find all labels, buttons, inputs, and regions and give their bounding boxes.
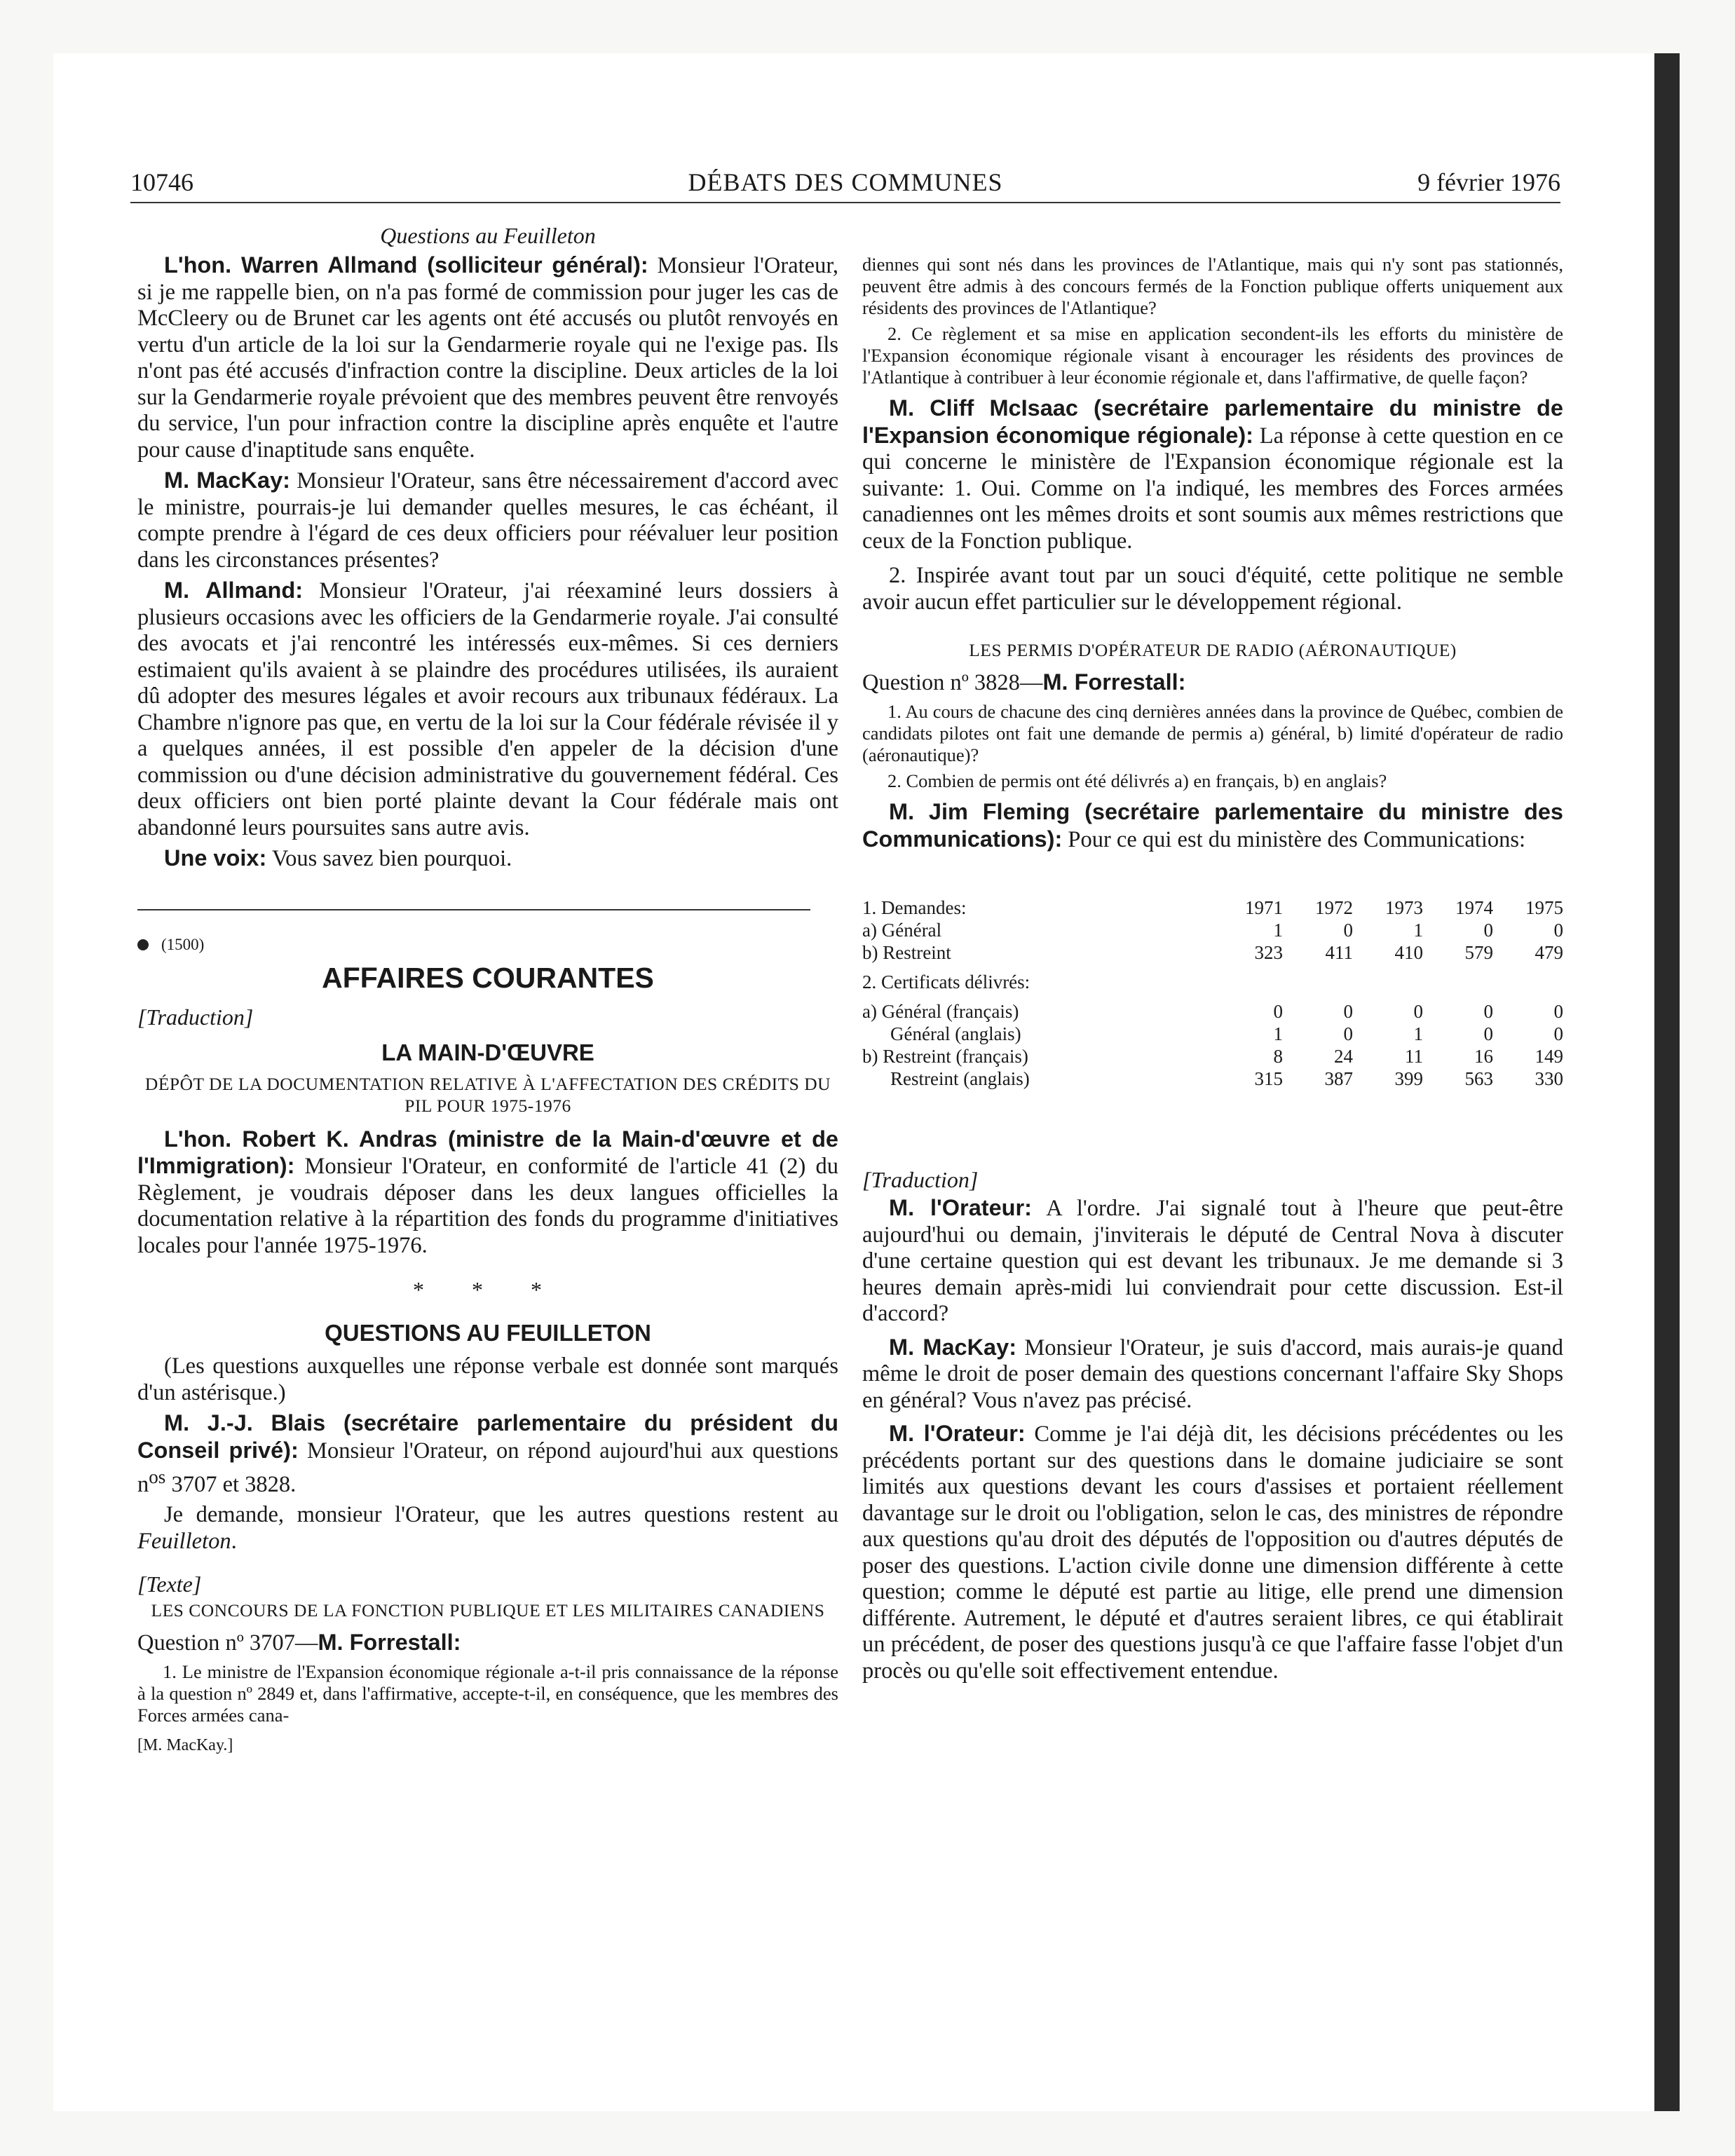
question-text-continued [862,254,1563,388]
table-year-header: 1975 [1525,897,1563,918]
table-row [862,1045,1563,1067]
table-cell: 16 [1474,1046,1493,1067]
paragraph [137,252,838,463]
speech: La réponse à cette question en ce qui concerne le ministère de l'Expansion économique régionale est la suivante: 1. Oui. Comme on l'a indiqué, les membres des Forces armées canadiennes ont les mêmes droits et sont soumis aux mêmes restrictions que ceux de la Fonction publique. [862,423,1563,554]
speech: Pour ce qui est du ministère des Communications: [1062,826,1526,852]
table-cell: 387 [1324,1068,1353,1089]
right-body-bottom [862,1195,1563,1684]
table-cell: 330 [1535,1068,1563,1089]
table-cell: 323 [1254,942,1283,963]
subsubsection-title: DÉPÔT DE LA DOCUMENTATION RELATIVE À L'AFFECTATION DES CRÉDITS DU PIL POUR 1975-1976 [144,1073,831,1116]
table-cell [1493,964,1563,993]
table-cell: 411 [1325,942,1353,963]
speaker: M. l'Orateur: [889,1421,1026,1446]
speaker: Une voix: [164,845,267,871]
paragraph: 1. Le ministre de l'Expansion économique régionale a-t-il pris connaissance de la réponse à la question nº 2849 et, dans l'affirmative, accepte-t-il, en conséquence, que les membres des Forces armées cana- [137,1661,838,1726]
table-cell [1213,964,1283,993]
table-cell: 1 [1273,1023,1283,1044]
speech: A l'ordre. J'ai signalé tout à l'heure que peut-être aujourd'hui ou demain, j'inviterais le député de Central Nova à discuter d'une certaine question qui est devant les tribunaux. Je me demande si 3 heures demain après-midi lui conviendrait pour cette discussion. Est-il d'accord? [862,1196,1563,1326]
speech: Je demande, monsieur l'Orateur, que les autres questions restent au [164,1502,838,1528]
question-number: Question nº 3707— [137,1630,318,1656]
speech: Monsieur l'Orateur, on répond aujourd'hui aux questions n [137,1438,838,1497]
table-cell: 11 [1405,1046,1423,1067]
table-row [862,993,1563,1023]
speaker: L'hon. Warren Allmand (solliciteur général): [164,252,648,278]
table-cell: 0 [1483,920,1493,941]
table-row-label: b) Restreint [862,942,951,963]
table-cell: 0 [1413,1001,1423,1022]
speaker: M. MacKay: [889,1334,1017,1360]
paragraph: 2. Ce règlement et sa mise en application secondent-ils les efforts du ministère de l'Expansion économique régionale visant à encourager les résidents des provinces de l'Atlantique à contribuer à leur économie régionale et, dans l'affirmative, de quelle façon? [862,323,1563,388]
table-cell: 0 [1343,1001,1353,1022]
texte-tag: [Texte] [137,1571,202,1597]
table-cell: 1 [1413,1023,1423,1044]
table-cell: 0 [1553,1023,1563,1044]
table-row [862,941,1563,964]
table-row-label: Général (anglais) [890,1023,1021,1044]
subsection-title: LA MAIN-D'ŒUVRE [381,1039,594,1065]
table-cell: 1 [1413,920,1423,941]
speaker: M. J.-J. Blais (secrétaire parlementaire du président du Conseil privé): [137,1410,838,1463]
table-row-label: a) Général [862,920,942,941]
speech: . [231,1528,237,1554]
paragraph: 2. Inspirée avant tout par un souci d'équité, cette politique ne semble avoir aucun effet particulier sur le développement régional. [862,563,1563,615]
section-title-questions: QUESTIONS AU FEUILLETON [325,1320,651,1346]
question-title: LES PERMIS D'OPÉRATEUR DE RADIO (AÉRONAUTIQUE) [969,640,1457,660]
table-year-header: 1971 [1245,897,1283,918]
speaker: M. MacKay: [164,468,290,493]
table-row-label: a) Général (français) [862,1001,1019,1022]
table-row-label: b) Restreint (français) [862,1046,1028,1067]
table-cell: 563 [1464,1068,1493,1089]
left-body-andras [137,1126,838,1260]
table-year-header: 1974 [1455,897,1493,918]
answer-fleming [862,799,1563,853]
questioner: M. Forrestall: [1042,669,1186,695]
traduction-tag: [Traduction] [137,1004,254,1030]
table-year-header: 1973 [1385,897,1423,918]
table-row [862,919,1563,941]
statistics-table-body [862,896,1563,1090]
attribution: [M. MacKay.] [137,1736,233,1755]
paragraph [137,468,838,573]
table-cell: 8 [1273,1046,1283,1067]
table-cell [1353,964,1423,993]
table-cell: 579 [1464,942,1493,963]
superscript: os [149,1466,166,1487]
paragraph [862,1195,1563,1328]
statistics-table [862,896,1563,1090]
answer-mcisaac [862,395,1563,615]
table-cell: 0 [1273,1001,1283,1022]
speaker: L'hon. Robert K. Andras (ministre de la Main-d'œuvre et de l'Immigration): [137,1126,838,1178]
speech: Vous savez bien pourquoi. [266,846,512,871]
speaker: M. l'Orateur: [889,1195,1032,1220]
page-header [130,167,1560,203]
question-heading [137,1628,838,1657]
paragraph [862,1421,1563,1684]
publication-title: DÉBATS DES COMMUNES [688,168,1003,196]
time-marker-label: (1500) [161,935,205,953]
table-row [862,1067,1563,1090]
paragraph [862,395,1563,554]
left-column [137,221,838,1756]
speech: Monsieur l'Orateur, je suis d'accord, mais aurais-je quand même le droit de poser demain des questions concernant l'affaire Sky Shops en général? Vous n'avez pas précisé. [862,1335,1563,1413]
table-cell: 315 [1254,1068,1283,1089]
table-cell: 24 [1334,1046,1353,1067]
speaker: M. Cliff McIsaac (secrétaire parlementaire du ministre de l'Expansion économique régionale): [862,395,1563,448]
question-text [862,701,1563,792]
speech: Monsieur l'Orateur, sans être nécessairement d'accord avec le ministre, pourrais-je lui demander quelles mesures, le cas échéant, il compte prendre à l'égard de ces deux officiers pour réévaluer leur position dans les circonstances présentes? [137,468,838,573]
running-caption: Questions au Feuilleton [380,223,596,248]
italic-word: Feuilleton [137,1528,231,1554]
table-cell: 1 [1273,920,1283,941]
left-body-questions [137,1353,838,1555]
table-row [862,896,1563,919]
time-marker [137,934,838,955]
traduction-tag: [Traduction] [862,1167,979,1192]
paragraph [137,578,838,841]
page-number: 10746 [130,168,193,196]
speech: Monsieur l'Orateur, j'ai réexaminé leurs dossiers à plusieurs occasions avec les officiers de la Gendarmerie royale. J'ai consulté des avocats et j'ai rencontré les intéressés eux-mêmes. Si ces derniers estimaient qu'ils avaient à se plaindre des procédures utilisées, ils auraient dû adopter des mesures légales et avoir recours aux tribunaux fédéraux. La Chambre n'ignore pas que, en vertu de la loi sur la Cour fédérale révisée il y a quelques années, il est possible d'en appeler de la décision d'une commission ou d'une décision administrative du gouvernement fédéral. Ces deux officiers ont bien porté plainte devant la Cour fédérale mais ont abandonné leurs poursuites sans autre avis. [137,578,838,840]
paragraph [137,1126,838,1260]
paragraph: 2. Combien de permis ont été délivrés a) en français, b) en anglais? [887,770,1387,791]
table-row [862,1023,1563,1045]
table-row-label: 1. Demandes: [862,897,967,918]
table-row [862,964,1563,993]
table-year-header: 1972 [1315,897,1353,918]
question-title: LES CONCOURS DE LA FONCTION PUBLIQUE ET LES MILITAIRES CANADIENS [151,1600,825,1621]
speech: 3707 et 3828. [165,1471,297,1497]
speech: Monsieur l'Orateur, en conformité de l'article 41 (2) du Règlement, je voudrais déposer dans les deux langues officielles la documentation relative à la répartition des fonds du programme d'initiatives locales pour l'année 1975-1976. [137,1154,838,1258]
speaker: M. Jim Fleming (secrétaire parlementaire du ministre des Communications): [862,799,1563,852]
table-cell: 399 [1394,1068,1423,1089]
paragraph: diennes qui sont nés dans les provinces de l'Atlantique, mais qui n'y sont pas stationnés, peuvent être admis à des concours fermés de la Fonction publique offerts uniquement aux résidents des provinces de l'Atlantique? [862,254,1563,318]
speech: Monsieur l'Orateur, si je me rappelle bien, on n'a pas formé de commission pour juger les cas de McCleery ou de Brunet car les agents ont été accusés ou plutôt renvoyés en vertu d'un article de la loi sur la Gendarmerie royale qui ne l'exige pas. Ils n'ont pas été accusés d'infraction contre la discipline. Deux articles de la loi sur la Gendarmerie royale prévoient que des membres peuvent être renvoyés du service, l'un pour infraction contre la discipline après enquête et l'autre pour cause d'inaptitude sans enquête. [137,253,838,463]
right-column [862,254,1563,1688]
table-row-label: Restreint (anglais) [890,1068,1030,1089]
paragraph: (Les questions auxquelles une réponse verbale est donnée sont marqués d'un astérisque.) [137,1353,838,1405]
question-text [137,1661,838,1726]
paragraph [862,799,1563,853]
table-cell: 0 [1553,1001,1563,1022]
table-cell [1283,964,1353,993]
scan-edge-shadow [1654,53,1680,2111]
table-cell: 0 [1343,1023,1353,1044]
section-divider [137,909,810,910]
table-cell: 0 [1343,920,1353,941]
speech: Comme je l'ai déjà dit, les décisions précédentes ou les précédents portant sur des questions dans le domaine judiciaire se sont limités aux questions devant les cours d'assises et portaient réellement davantage sur le droit ou l'obligation, selon le cas, des ministres de répondre aux questions qu'au droit des députés de l'opposition ou d'autres députés de poser des questions. L'action civile donne une dimension différente à cette question; comme le député est partie au litige, elle prend une dimension différente. Autrement, le député et d'autres seraient libres, ce qui établirait un précédent, de poser des questions jusqu'à ce que l'affaire fasse l'objet d'un procès ou qu'elle soit effectivement entendue. [862,1421,1563,1684]
question-heading [862,668,1563,697]
paragraph [137,1410,838,1498]
table-cell: 0 [1553,920,1563,941]
table-cell: 0 [1483,1001,1493,1022]
questioner: M. Forrestall: [318,1630,461,1656]
section-title: AFFAIRES COURANTES [322,961,654,994]
question-number: Question nº 3828— [862,670,1043,695]
page-date: 9 février 1976 [1417,168,1560,196]
bullet-icon [137,939,149,950]
speaker: M. Allmand: [164,578,304,603]
table-cell: 0 [1483,1023,1493,1044]
separator-stars: * * * [413,1277,563,1302]
table-cell: 410 [1394,942,1423,963]
paragraph [862,1335,1563,1414]
paragraph [137,845,838,873]
table-row-label: 2. Certificats délivrés: [862,971,1030,992]
table-cell: 479 [1535,942,1563,963]
paragraph [137,1502,838,1555]
left-body-top [137,252,838,873]
paragraph: 1. Au cours de chacune des cinq dernières années dans la province de Québec, combien de candidats pilotes ont fait une demande de permis a) général, b) limité d'opérateur de radio (aéronautique)? [862,701,1563,765]
table-cell [1423,964,1493,993]
table-cell: 149 [1535,1046,1563,1067]
